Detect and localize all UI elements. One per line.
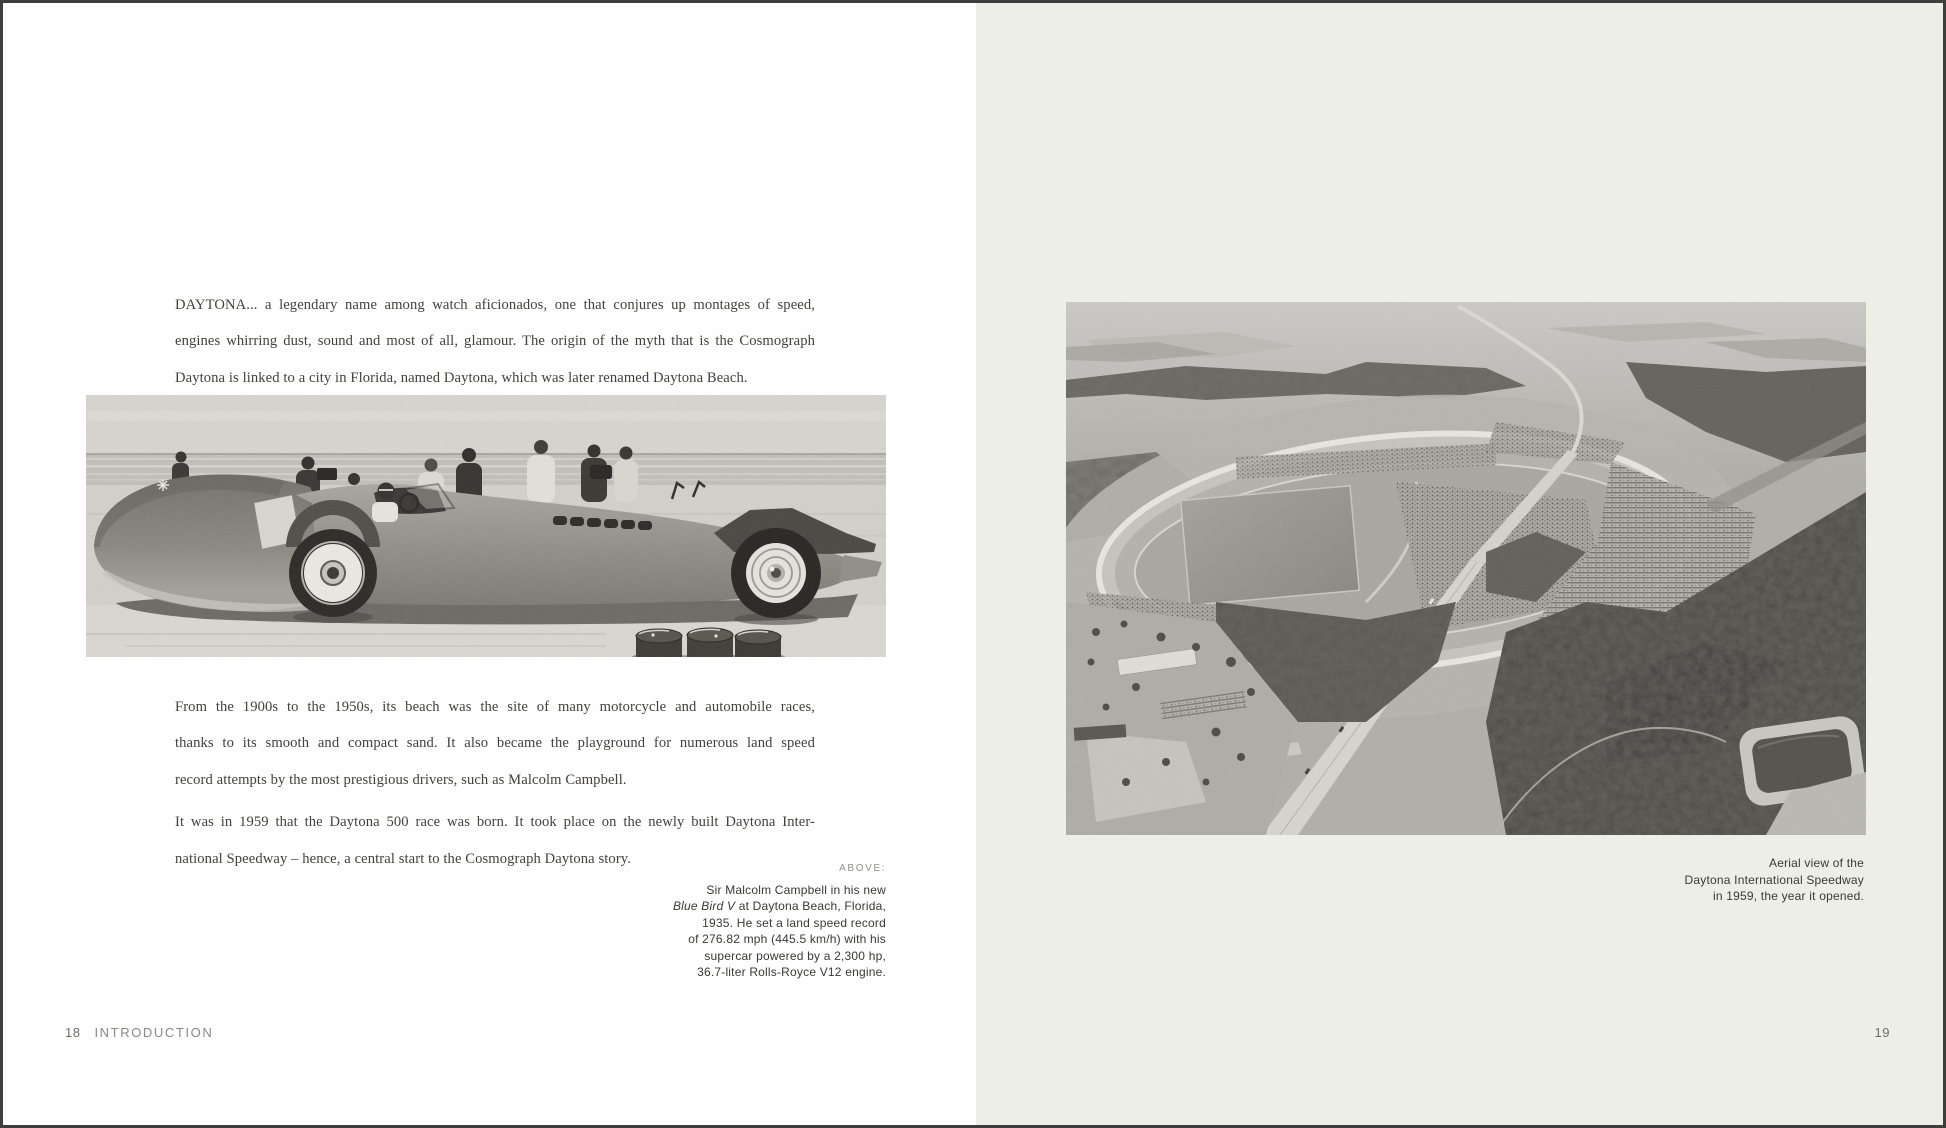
caption-line: supercar powered by a 2,300 hp,	[704, 948, 886, 963]
page-footer-left	[65, 1025, 213, 1040]
film-grain	[1066, 302, 1866, 835]
page-number-left: 18	[65, 1025, 81, 1040]
text-line: From the 1900s to the 1950s, its beach was the site of many motorcycle and automobile races,	[175, 699, 815, 715]
bluebird-photo	[86, 395, 886, 657]
text-line: engines whirring dust, sound and most of all, glamour. The origin of the myth that is the Cosmograph	[175, 333, 815, 350]
caption-kicker: ABOVE:	[839, 863, 886, 874]
text-line: DAYTONA... a legendary name among watch aficionados, one that conjures up montages of speed,	[175, 297, 815, 313]
photo-caption-left	[586, 861, 886, 981]
page-number-right: 19	[1874, 1025, 1890, 1040]
text-line: thanks to its smooth and compact sand. It also became the playground for numerous land speed	[175, 735, 815, 752]
caption-line: 1935. He set a land speed record	[702, 915, 886, 930]
photo-caption-right	[1584, 855, 1864, 905]
caption-line: Sir Malcolm Campbell in his new	[706, 882, 886, 897]
caption-line: of 276.82 mph (445.5 km/h) with his	[688, 932, 886, 946]
speedway-photo	[1066, 302, 1866, 835]
caption-line: 36.7-liter Rolls-Royce V12 engine.	[697, 965, 886, 979]
text-line: It was in 1959 that the Daytona 500 race was born. It took place on the newly built Daytona Inter-	[175, 814, 815, 831]
caption-line: Daytona International Speedway	[1684, 872, 1864, 887]
left-page	[3, 3, 976, 1125]
caption-line: in 1959, the year it opened.	[1712, 889, 1864, 903]
text-line: Daytona is linked to a city in Florida, named Daytona, which was later renamed Daytona Beach.	[175, 369, 748, 386]
paragraph-intro	[175, 287, 815, 396]
text-line: record attempts by the most prestigious drivers, such as Malcolm Campbell.	[175, 771, 627, 788]
text-line: national Speedway – hence, a central start to the Cosmograph Daytona story.	[175, 850, 631, 867]
section-label: INTRODUCTION	[94, 1025, 214, 1040]
paragraph-beach	[175, 689, 815, 798]
caption-line: Blue Bird V at Daytona Beach, Florida,	[672, 899, 886, 913]
caption-line: Aerial view of the	[1769, 856, 1864, 870]
body-paragraphs	[175, 689, 815, 877]
right-page	[976, 3, 1943, 1125]
film-grain	[86, 395, 886, 657]
